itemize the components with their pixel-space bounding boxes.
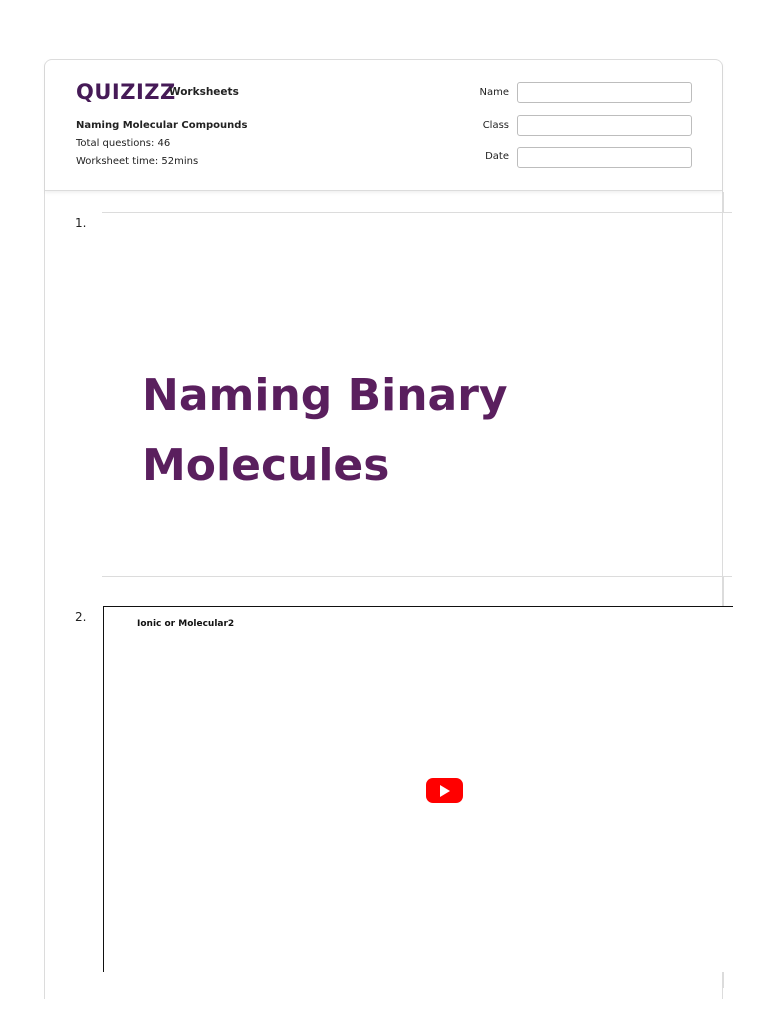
name-label: Name (479, 87, 509, 98)
class-label: Class (482, 120, 509, 131)
date-field[interactable] (517, 147, 692, 168)
worksheet-header (45, 60, 722, 191)
quizizz-logo[interactable]: QUIZIZZ (76, 80, 176, 104)
date-label: Date (485, 151, 509, 162)
heading-line: Naming Binary (142, 370, 508, 421)
video-embed[interactable] (103, 606, 733, 972)
class-field[interactable] (517, 115, 692, 136)
heading-line: Molecules (142, 440, 390, 491)
divider (723, 972, 724, 988)
worksheet-title: Naming Molecular Compounds (76, 120, 248, 131)
youtube-play-icon[interactable] (426, 778, 463, 803)
divider (723, 577, 724, 606)
logo-subtitle: Worksheets (169, 86, 239, 98)
divider (723, 192, 724, 212)
question-number: 2. (75, 610, 87, 624)
worksheet-time: Worksheet time: 52mins (76, 156, 199, 167)
video-title[interactable]: Ionic or Molecular2 (137, 619, 235, 629)
name-field[interactable] (517, 82, 692, 103)
question-1-card (102, 212, 732, 577)
question-1-heading (142, 361, 702, 501)
total-questions: Total questions: 46 (76, 138, 171, 149)
question-number: 1. (75, 216, 87, 230)
